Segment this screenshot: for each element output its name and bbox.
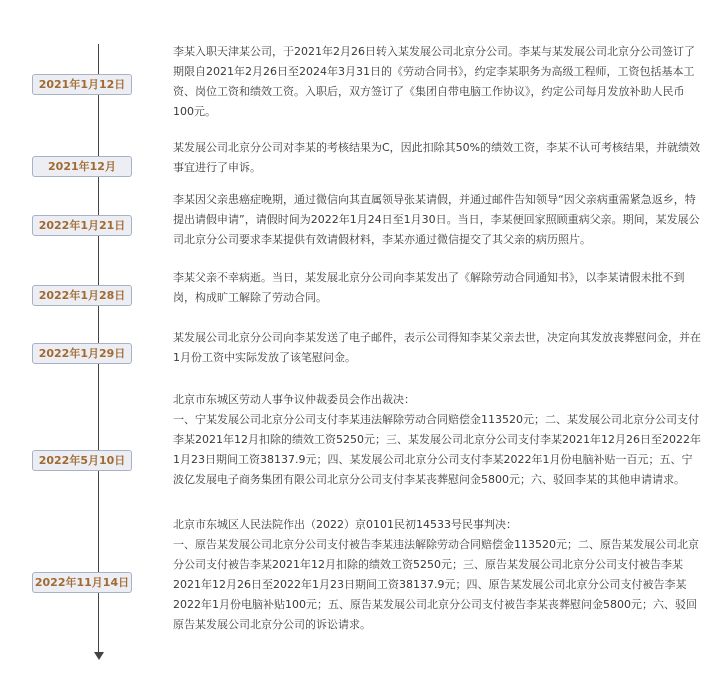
timeline-event-text-6: 北京市东城区劳动人事争议仲裁委员会作出裁决： 一、宁某发展公司北京分公司支付李某违法解除劳动合同赔偿金113520元；二、某发展公司北京分公司支付李某2021年12月扣除的绩效工资5250元；三、某发展公司北京分公司支付李某2021年12月26日至2022年1月23日期间工资38137.9元；四、某发展公司北京分公司支付李某2022年1月份电脑补贴一百元；五、宁波亿发展电子商务集团有限公司北京分公司支付李某丧葬慰问金5800元；六、驳回李某的其他申请请求。	[173, 393, 701, 486]
timeline-date-6: 2022年5月10日	[32, 450, 132, 471]
timeline-date-5: 2022年1月29日	[32, 343, 132, 364]
timeline-event-text-1: 李某入职天津某公司，于2021年2月26日转入某发展公司北京分公司。李某与某发展公司北京分公司签订了期限自2021年2月26日至2024年3月31日的《劳动合同书》，约定李某职务为高级工程师，工资包括基本工资、岗位工资和绩效工资。入职后，双方签订了《集团自带电脑工作协议》，约定公司每月发放补助人民币100元。	[173, 45, 695, 118]
timeline-date-4: 2022年1月28日	[32, 285, 132, 306]
timeline-event-text-2: 某发展公司北京分公司对李某的考核结果为C，因此扣除其50%的绩效工资，李某不认可考核结果，并就绩效事宜进行了申诉。	[173, 141, 701, 174]
timeline-arrow-icon	[94, 652, 104, 660]
timeline-event-text-7: 北京市东城区人民法院作出（2022）京0101民初14533号民事判决： 一、原告某发展公司北京分公司支付被告李某违法解除劳动合同赔偿金113520元；二、原告某发展公司北京分公司支付被告李某2021年12月扣除的绩效工资5250元；三、原告某发展公司北京分公司支付被告李某2021年12月26日至2022年1月23日期间工资38137.9元；四、原告某发展公司北京分公司支付被告李某2022年1月份电脑补贴100元；五、原告某发展公司北京分公司支付被告李某丧葬慰问金5800元；六、驳回原告某发展公司北京分公司的诉讼请求。	[173, 518, 699, 631]
timeline-event-text-4: 李某父亲不幸病逝。当日，某发展北京分公司向李某发出了《解除劳动合同通知书》，以李某请假未批不到岗，构成旷工解除了劳动合同。	[173, 271, 685, 304]
timeline-event-text-3: 李某因父亲患癌症晚期，通过微信向其直属领导张某请假，并通过邮件告知领导“因父亲病重需紧急返乡，特提出请假申请”，请假时间为2022年1月24日至1月30日。当日，李某便回家照顾重病父亲。期间，某发展公司北京分公司要求李某提供有效请假材料，李某亦通过微信提交了其父亲的病历照片。	[173, 193, 700, 246]
timeline-event-text-5: 某发展公司北京分公司向李某发送了电子邮件，表示公司得知李某父亲去世，决定向其发放丧葬慰问金，并在1月份工资中实际发放了该笔慰问金。	[173, 331, 701, 364]
timeline-date-3: 2022年1月21日	[32, 215, 132, 236]
timeline-date-2: 2021年12月	[32, 156, 132, 177]
timeline-date-7: 2022年11月14日	[32, 572, 132, 593]
timeline-date-1: 2021年1月12日	[32, 74, 132, 95]
